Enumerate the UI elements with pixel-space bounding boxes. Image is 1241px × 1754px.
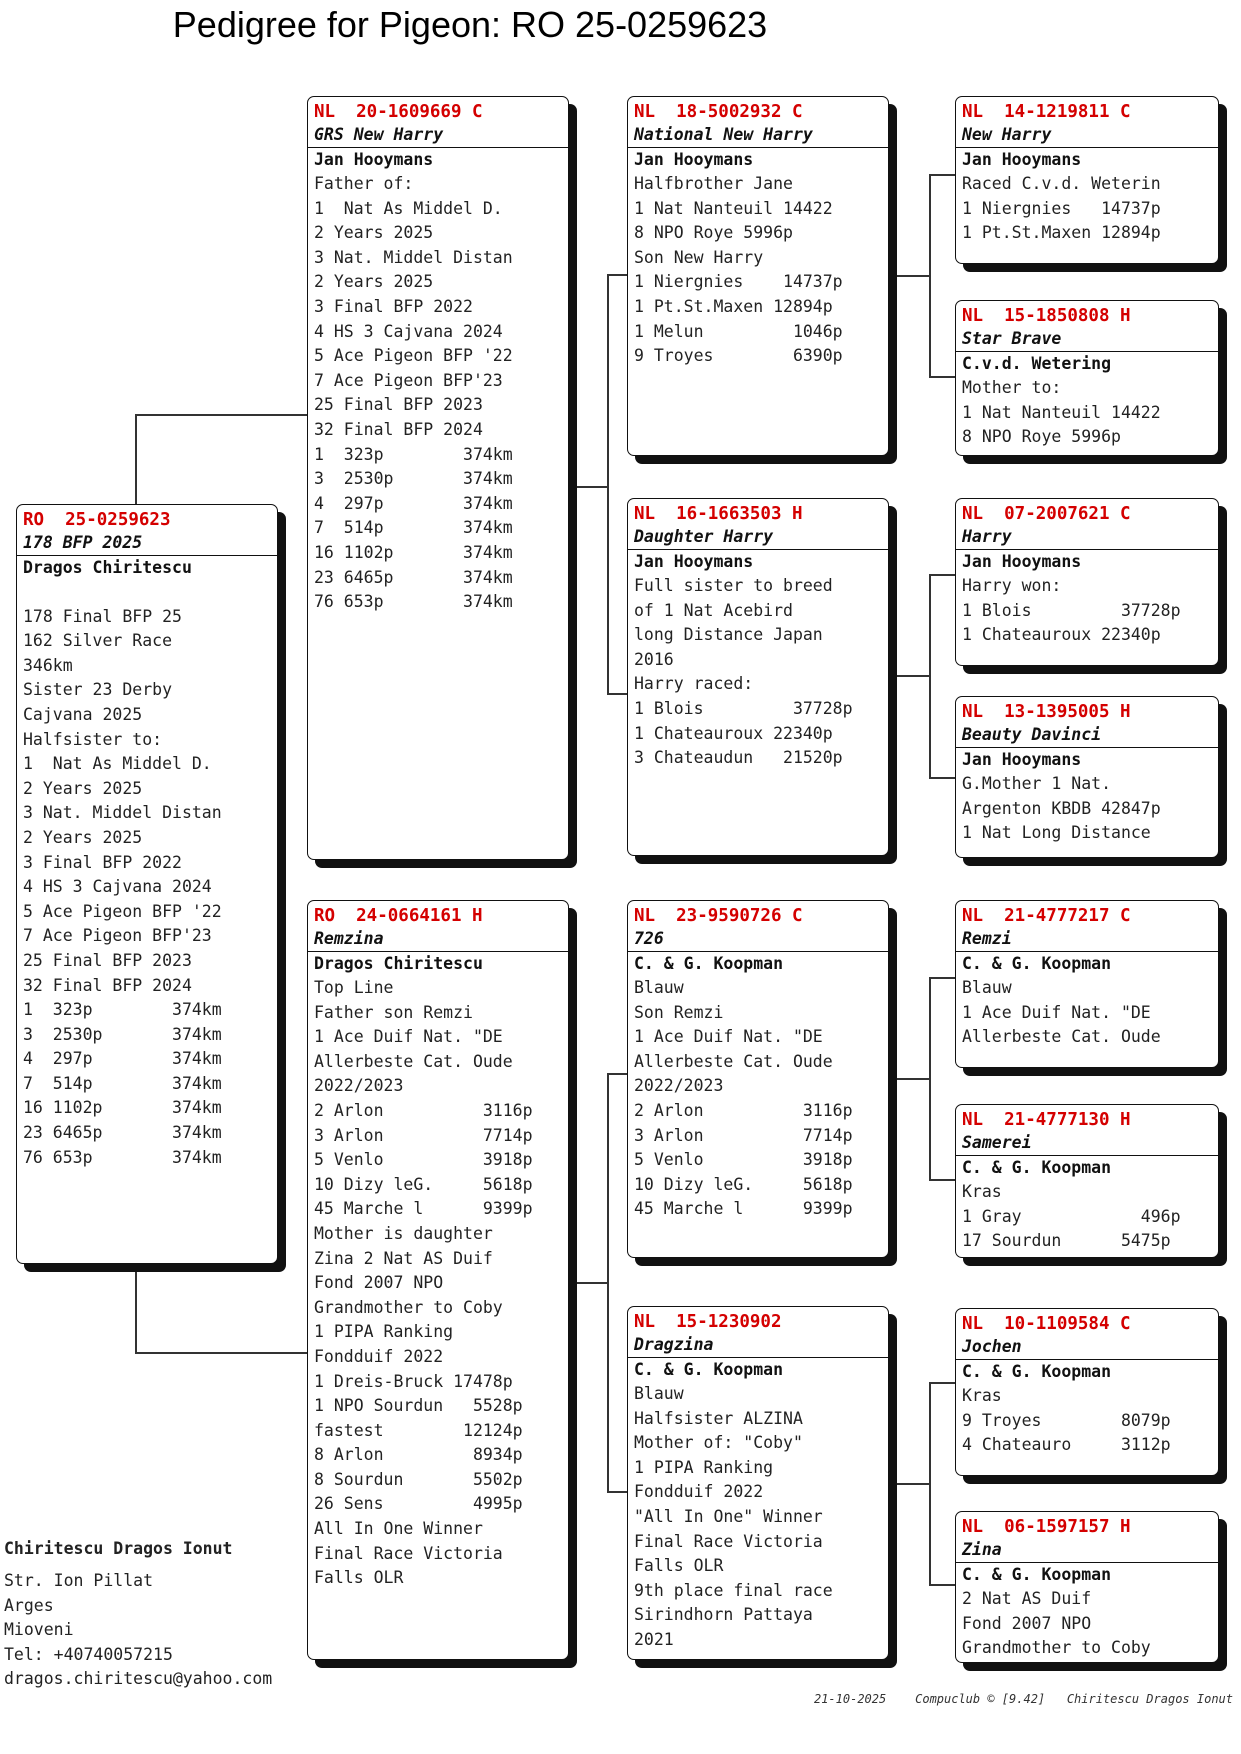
breeder-name: C. & G. Koopman <box>634 1360 784 1379</box>
breeder-name: C.v.d. Wetering <box>962 354 1112 373</box>
pedigree-line: 45 Marche l 9399p <box>314 1199 533 1219</box>
connector-line <box>929 574 931 778</box>
pedigree-line: 4 HS 3 Cajvana 2024 <box>314 321 503 341</box>
ring-number: NL 13-1395005 H <box>962 702 1131 722</box>
pedigree-line: 3 Final BFP 2022 <box>23 852 182 872</box>
pigeon-name: Daughter Harry <box>634 527 774 546</box>
connector-line <box>890 275 930 277</box>
connector-line <box>135 414 137 504</box>
connector-line <box>607 693 627 695</box>
pedigree-line: 2 Nat AS Duif <box>962 1589 1092 1608</box>
pedigree-line: 25 Final BFP 2023 <box>314 395 483 415</box>
pedigree-line: 2 Arlon 3116p <box>634 1100 853 1120</box>
pedigree-line: 2022/2023 <box>634 1076 724 1096</box>
pigeon-card-father[interactable] <box>307 96 569 860</box>
pedigree-line <box>17 580 277 605</box>
breeder-name: Jan Hooymans <box>314 150 434 169</box>
connector-line <box>929 1382 931 1585</box>
pigeon-name: Star Brave <box>962 329 1062 348</box>
page-title: Pedigree for Pigeon: RO 25-0259623 <box>172 4 768 45</box>
pedigree-line: Fond 2007 NPO <box>314 1273 444 1293</box>
pedigree-line: Kras <box>962 1182 1002 1201</box>
pedigree-line: 3 Nat. Middel Distan <box>314 247 513 267</box>
pedigree-line: 2 Years 2025 <box>314 272 434 292</box>
pigeon-card-mother-father[interactable] <box>627 900 889 1258</box>
pedigree-line: 32 Final BFP 2024 <box>314 419 483 439</box>
ring-number: NL 10-1109584 C <box>962 1314 1131 1334</box>
pedigree-line: 10 Dizy leG. 5618p <box>314 1174 533 1194</box>
pigeon-card-mf-father[interactable] <box>955 900 1219 1068</box>
ring-number: NL 20-1609669 C <box>314 102 483 122</box>
connector-line <box>929 1179 955 1181</box>
pedigree-line: Allerbeste Cat. Oude <box>634 1051 833 1071</box>
pigeon-card-ff-father[interactable] <box>955 96 1219 264</box>
pedigree-line: 3 2530p 374km <box>314 469 513 489</box>
pedigree-line: 4 297p 374km <box>314 493 513 513</box>
pedigree-line: 1 Ace Duif Nat. "DE <box>962 1002 1151 1022</box>
pedigree-line: G.Mother 1 Nat. <box>962 774 1112 793</box>
pedigree-line: All In One Winner <box>314 1519 483 1539</box>
connector-line <box>607 1491 627 1493</box>
pedigree-line: 8 NPO Roye 5996p <box>962 427 1121 447</box>
pedigree-line: 1 Niergnies 14737p <box>634 272 843 292</box>
ring-number: NL 18-5002932 C <box>634 102 803 122</box>
pedigree-line: Mother is daughter <box>314 1223 493 1243</box>
breeder-name: C. & G. Koopman <box>962 1158 1112 1177</box>
pedigree-line: 5 Venlo 3918p <box>314 1150 533 1170</box>
connector-line <box>929 977 931 1180</box>
pedigree-line: Cajvana 2025 <box>23 704 143 724</box>
pedigree-line: 2 Years 2025 <box>23 778 143 798</box>
pedigree-line: 4 297p 374km <box>23 1049 222 1069</box>
owner-street: Str. Ion Pillat <box>4 1571 154 1591</box>
pedigree-line: Father son Remzi <box>314 1002 473 1022</box>
pedigree-line: Father of: <box>314 174 414 193</box>
breeder-name: Jan Hooymans <box>634 552 754 571</box>
pedigree-line: Harry won: <box>962 576 1062 595</box>
connector-line <box>135 1264 137 1354</box>
pedigree-line: 76 653p 374km <box>23 1147 222 1167</box>
owner-email[interactable]: dragos.chiritescu@yahoo.com <box>4 1668 273 1688</box>
pedigree-line: 4 HS 3 Cajvana 2024 <box>23 877 212 897</box>
pedigree-line: 2016 <box>634 649 674 669</box>
pigeon-name: New Harry <box>962 125 1052 144</box>
connector-line <box>607 1073 609 1492</box>
pedigree-line: Grandmother to Coby <box>962 1638 1151 1658</box>
connector-line <box>570 486 608 488</box>
pedigree-line: Son New Harry <box>634 247 764 267</box>
pigeon-name: Zina <box>962 1540 1002 1559</box>
pedigree-line: 3 Arlon 7714p <box>634 1125 853 1145</box>
pedigree-line: 32 Final BFP 2024 <box>23 975 192 995</box>
pedigree-line: 1 Nat Nanteuil 14422 <box>962 402 1161 422</box>
pedigree-line: Sirindhorn Pattaya <box>634 1605 813 1625</box>
pedigree-line: 3 Nat. Middel Distan <box>23 803 222 823</box>
pedigree-line: long Distance Japan <box>634 625 823 645</box>
pigeon-name: Samerei <box>962 1133 1032 1152</box>
pedigree-line: Falls OLR <box>634 1556 724 1576</box>
pedigree-line: 1 Chateauroux 22340p <box>962 625 1161 645</box>
owner-address <box>4 1537 272 1691</box>
connector-line <box>607 274 609 694</box>
pigeon-name: Remzi <box>962 929 1012 948</box>
pedigree-line: 7 Ace Pigeon BFP'23 <box>23 926 212 946</box>
pedigree-line: 17 Sourdun 5475p <box>962 1231 1171 1251</box>
pigeon-card-mm-mother[interactable] <box>955 1511 1219 1663</box>
pedigree-line: 1 Nat As Middel D. <box>314 198 503 218</box>
connector-line <box>929 977 955 979</box>
pigeon-card-father-mother[interactable] <box>627 498 889 856</box>
pedigree-line: Halfsister ALZINA <box>634 1408 803 1428</box>
pedigree-line: 1 Gray 496p <box>962 1206 1181 1226</box>
pedigree-line: 1 Chateauroux 22340p <box>634 723 833 743</box>
connector-line <box>607 274 627 276</box>
ring-number: NL 21-4777130 H <box>962 1110 1131 1130</box>
pedigree-line: of 1 Nat Acebird <box>634 600 793 620</box>
pedigree-line: 8 Arlon 8934p <box>314 1445 523 1465</box>
connector-line <box>890 675 930 677</box>
ring-number: RO 24-0664161 H <box>314 906 483 926</box>
pedigree-line: Fondduif 2022 <box>314 1346 444 1366</box>
pedigree-line: Allerbeste Cat. Oude <box>962 1027 1161 1047</box>
pedigree-line: 23 6465p 374km <box>23 1123 222 1143</box>
pedigree-line: 9 Troyes 6390p <box>634 346 843 366</box>
connector-line <box>929 574 955 576</box>
pedigree-line: 1 Dreis-Bruck 17478p <box>314 1371 513 1391</box>
pedigree-line: 26 Sens 4995p <box>314 1494 523 1514</box>
pedigree-line: 7 514p 374km <box>23 1073 222 1093</box>
pigeon-card-father-father[interactable] <box>627 96 889 456</box>
ring-number: NL 21-4777217 C <box>962 906 1131 926</box>
breeder-name: Jan Hooymans <box>962 150 1082 169</box>
pigeon-card-fm-father[interactable] <box>955 498 1219 666</box>
pedigree-line: Mother to: <box>962 378 1062 397</box>
pedigree-line: Zina 2 Nat AS Duif <box>314 1248 493 1268</box>
ring-number: NL 07-2007621 C <box>962 504 1131 524</box>
pedigree-line: 16 1102p 374km <box>23 1098 222 1118</box>
connector-line <box>929 376 955 378</box>
pedigree-line: Falls OLR <box>314 1568 404 1588</box>
pedigree-line: 1 323p 374km <box>23 1000 222 1020</box>
pigeon-name: 726 <box>634 929 664 948</box>
pedigree-line: 4 Chateauro 3112p <box>962 1435 1171 1455</box>
pedigree-line: 1 Nat Nanteuil 14422 <box>634 198 833 218</box>
connector-line <box>135 1352 307 1354</box>
pedigree-line: Blauw <box>962 978 1012 997</box>
pedigree-line: 8 Sourdun 5502p <box>314 1469 523 1489</box>
pedigree-line: 23 6465p 374km <box>314 567 513 587</box>
pedigree-line: 2 Years 2025 <box>314 223 434 243</box>
pedigree-line: 9th place final race <box>634 1580 833 1600</box>
pigeon-name: GRS New Harry <box>314 125 444 144</box>
ring-number: NL 15-1850808 H <box>962 306 1131 326</box>
pedigree-line: 1 Nat Long Distance <box>962 823 1151 843</box>
breeder-name: C. & G. Koopman <box>962 1565 1112 1584</box>
breeder-name: Jan Hooymans <box>634 150 754 169</box>
pedigree-line: 3 Chateaudun 21520p <box>634 748 843 768</box>
pedigree-line: 1 Niergnies 14737p <box>962 198 1161 218</box>
pedigree-line: Harry raced: <box>634 674 754 694</box>
pedigree-line: 1 Ace Duif Nat. "DE <box>314 1027 503 1047</box>
pedigree-line: Sister 23 Derby <box>23 680 173 700</box>
pigeon-name: Dragzina <box>634 1335 714 1354</box>
pedigree-line: 1 PIPA Ranking <box>314 1322 454 1342</box>
breeder-name: Dragos Chiritescu <box>23 558 192 577</box>
breeder-name: C. & G. Koopman <box>634 954 784 973</box>
pedigree-line: 2 Arlon 3116p <box>314 1100 533 1120</box>
pedigree-line: "All In One" Winner <box>634 1506 823 1526</box>
pigeon-name: National New Harry <box>634 125 813 144</box>
pedigree-line: Grandmother to Coby <box>314 1297 503 1317</box>
pedigree-line: 5 Ace Pigeon BFP '22 <box>314 346 513 366</box>
breeder-name: C. & G. Koopman <box>962 954 1112 973</box>
pedigree-line: 1 Ace Duif Nat. "DE <box>634 1027 823 1047</box>
ring-number: RO 25-0259623 <box>23 510 171 530</box>
connector-line <box>570 1282 608 1284</box>
pedigree-line: 162 Silver Race <box>23 631 173 651</box>
pedigree-line: 9 Troyes 8079p <box>962 1410 1171 1430</box>
pigeon-card-mother[interactable] <box>307 900 569 1660</box>
breeder-name: Dragos Chiritescu <box>314 954 483 973</box>
pigeon-card-fm-mother[interactable] <box>955 696 1219 858</box>
connector-line <box>890 1078 930 1080</box>
pedigree-line: Fond 2007 NPO <box>962 1613 1092 1633</box>
pedigree-line: 3 Arlon 7714p <box>314 1125 533 1145</box>
pedigree-line: 16 1102p 374km <box>314 542 513 562</box>
owner-region: Arges <box>4 1595 54 1615</box>
pigeon-card-ff-mother[interactable] <box>955 300 1219 456</box>
pedigree-line: 5 Venlo 3918p <box>634 1150 853 1170</box>
pedigree-line: 1 Pt.St.Maxen 12894p <box>634 296 833 316</box>
pedigree-line: Halfbrother Jane <box>634 174 793 193</box>
ring-number: NL 14-1219811 C <box>962 102 1131 122</box>
pedigree-line: 45 Marche l 9399p <box>634 1199 853 1219</box>
pigeon-card-mm-father[interactable] <box>955 1308 1219 1476</box>
pigeon-name: Jochen <box>962 1337 1022 1356</box>
footer-credit: 21-10-2025 Compuclub © [9.42] Chiritescu Dragos Ionut <box>813 1692 1233 1706</box>
pedigree-line: 1 323p 374km <box>314 444 513 464</box>
breeder-name: Jan Hooymans <box>962 750 1082 769</box>
pedigree-line: 3 Final BFP 2022 <box>314 296 473 316</box>
pedigree-line: 178 Final BFP 25 <box>23 606 182 626</box>
owner-name: Chiritescu Dragos Ionut <box>4 1539 233 1558</box>
pedigree-line: Kras <box>962 1386 1002 1405</box>
pedigree-line: 346km <box>23 655 73 675</box>
owner-city: Mioveni <box>4 1620 74 1640</box>
pedigree-line: Final Race Victoria <box>314 1543 503 1563</box>
pedigree-line: 25 Final BFP 2023 <box>23 950 192 970</box>
pedigree-line: 76 653p 374km <box>314 592 513 612</box>
ring-number: NL 06-1597157 H <box>962 1517 1131 1537</box>
pedigree-line: 1 Pt.St.Maxen 12894p <box>962 223 1161 243</box>
ring-number: NL 23-9590726 C <box>634 906 803 926</box>
pedigree-line: Fondduif 2022 <box>634 1482 764 1502</box>
pigeon-name: Remzina <box>314 929 384 948</box>
pedigree-line: 1 NPO Sourdun 5528p <box>314 1396 523 1416</box>
pedigree-line: Halfsister to: <box>23 729 163 749</box>
pedigree-line: 1 Melun 1046p <box>634 321 843 341</box>
pedigree-line: Son Remzi <box>634 1002 724 1022</box>
pedigree-line: 5 Ace Pigeon BFP '22 <box>23 901 222 921</box>
pedigree-line: 7 Ace Pigeon BFP'23 <box>314 370 503 390</box>
pigeon-name: Beauty Davinci <box>962 725 1102 744</box>
pedigree-line: fastest 12124p <box>314 1420 523 1440</box>
pigeon-name: 178 BFP 2025 <box>23 533 143 552</box>
ring-number: NL 15-1230902 <box>634 1312 782 1332</box>
pedigree-line: Full sister to breed <box>634 576 833 595</box>
ring-number: NL 16-1663503 H <box>634 504 803 524</box>
pedigree-line: 2021 <box>634 1629 674 1649</box>
connector-line <box>929 1584 955 1586</box>
connector-line <box>929 174 955 176</box>
pigeon-card-mf-mother[interactable] <box>955 1104 1219 1258</box>
pedigree-line: 8 NPO Roye 5996p <box>634 223 793 243</box>
pedigree-line: 1 Blois 37728p <box>962 600 1181 620</box>
pedigree-line: 2022/2023 <box>314 1076 404 1096</box>
pedigree-line: 3 2530p 374km <box>23 1024 222 1044</box>
pedigree-line: Blauw <box>634 1384 684 1403</box>
breeder-name: C. & G. Koopman <box>962 1362 1112 1381</box>
pedigree-line: Blauw <box>634 978 684 997</box>
pedigree-line: 1 Blois 37728p <box>634 698 853 718</box>
breeder-name: Jan Hooymans <box>962 552 1082 571</box>
pedigree-line: Argenton KBDB 42847p <box>962 798 1161 818</box>
pedigree-line: Top Line <box>314 978 394 997</box>
pedigree-line: 2 Years 2025 <box>23 827 143 847</box>
pedigree-line: Allerbeste Cat. Oude <box>314 1051 513 1071</box>
pedigree-line: 10 Dizy leG. 5618p <box>634 1174 853 1194</box>
pedigree-line: 7 514p 374km <box>314 518 513 538</box>
pigeon-card-mother-mother[interactable] <box>627 1306 889 1660</box>
pedigree-line: Raced C.v.d. Weterin <box>962 174 1161 193</box>
pedigree-line: Final Race Victoria <box>634 1531 823 1551</box>
pigeon-name: Harry <box>962 527 1012 546</box>
connector-line <box>135 414 307 416</box>
pedigree-line: Mother of: "Coby" <box>634 1433 803 1453</box>
connector-line <box>607 1073 627 1075</box>
connector-line <box>929 777 955 779</box>
connector-line <box>929 174 931 377</box>
pedigree-line: 1 Nat As Middel D. <box>23 754 212 774</box>
pigeon-card-subject[interactable] <box>16 504 278 1264</box>
connector-line <box>929 1382 955 1384</box>
owner-phone: Tel: +40740057215 <box>4 1644 173 1664</box>
connector-line <box>890 1483 930 1485</box>
pedigree-line: 1 PIPA Ranking <box>634 1457 774 1477</box>
